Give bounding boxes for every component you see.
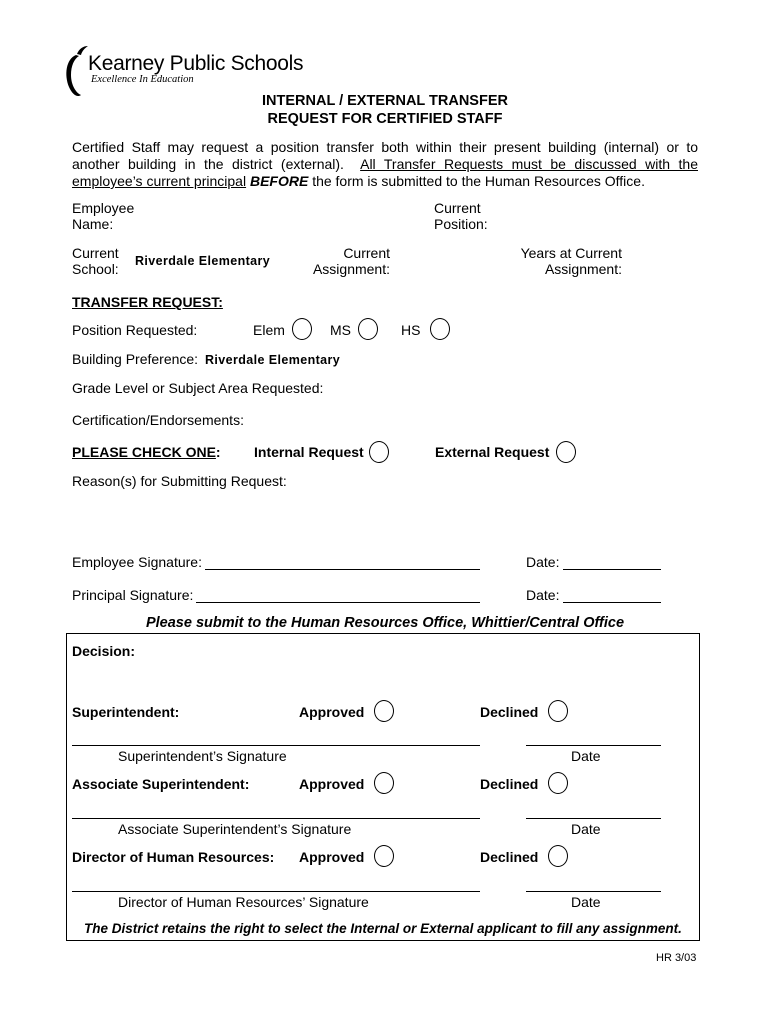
option-ms-label: MS [330,322,351,338]
associate-approved-radio[interactable] [374,772,394,794]
option-hs-radio[interactable] [430,318,450,340]
submit-note: Please submit to the Human Resources Office, Whittier/Central Office [145,615,625,631]
principal-date-line[interactable] [563,602,661,603]
associate-signature-line[interactable] [72,818,480,819]
grade-level-label: Grade Level or Subject Area Requested: [72,380,324,396]
logo-name: Kearney Public Schools [88,52,304,75]
current-position-label: Current Position: [434,200,488,232]
superintendent-date-caption: Date [571,748,601,764]
intro-paragraph [72,139,698,190]
district-disclaimer: The District retains the right to select the Internal or External applicant to fill any assignment. [84,921,682,936]
current-school-value[interactable]: Riverdale Elementary [135,254,271,268]
principal-date-label: Date: [526,587,560,603]
superintendent-signature-line[interactable] [72,745,480,746]
hr-director-signature-caption: Director of Human Resources’ Signature [118,894,369,910]
years-at-assignment-label: Years at Current Assignment: [520,245,622,277]
option-ms-radio[interactable] [358,318,378,340]
employee-date-line[interactable] [563,569,661,570]
decision-label: Decision: [72,643,136,659]
hr-director-approved-label: Approved [299,849,365,865]
principal-signature-label: Principal Signature: [72,587,194,603]
associate-superintendent-label: Associate Superintendent: [72,776,250,792]
superintendent-date-line[interactable] [526,745,661,746]
form-code: HR 3/03 [656,952,697,964]
building-preference-label: Building Preference: [72,351,199,367]
superintendent-approved-label: Approved [299,704,365,720]
option-elem-radio[interactable] [292,318,312,340]
associate-approved-label: Approved [299,776,365,792]
employee-signature-label: Employee Signature: [72,554,202,570]
external-request-radio[interactable] [556,441,576,463]
associate-date-caption: Date [571,821,601,837]
building-preference-value[interactable]: Riverdale Elementary [205,353,341,367]
internal-request-label: Internal Request [254,444,364,460]
hr-director-declined-radio[interactable] [548,845,568,867]
employee-name-label: Employee Name: [72,200,135,232]
form-title-line2: REQUEST FOR CERTIFIED STAFF [267,111,503,127]
hr-director-signature-line[interactable] [72,891,480,892]
current-assignment-label: Current Assignment: [312,245,390,277]
superintendent-label: Superintendent: [72,704,180,720]
superintendent-signature-caption: Superintendent’s Signature [118,748,287,764]
position-requested-label: Position Requested: [72,322,198,338]
associate-declined-label: Declined [480,776,539,792]
superintendent-approved-radio[interactable] [374,700,394,722]
option-elem-label: Elem [253,322,285,338]
transfer-request-heading: TRANSFER REQUEST: [72,294,223,310]
principal-signature-line[interactable] [196,602,480,603]
superintendent-declined-radio[interactable] [548,700,568,722]
hr-director-label: Director of Human Resources: [72,849,275,865]
hr-director-declined-label: Declined [480,849,539,865]
hr-director-date-line[interactable] [526,891,661,892]
reasons-label: Reason(s) for Submitting Request: [72,473,287,489]
associate-date-line[interactable] [526,818,661,819]
associate-signature-caption: Associate Superintendent’s Signature [118,821,352,837]
logo-tagline: Excellence In Education [91,74,194,85]
external-request-label: External Request [435,444,550,460]
employee-signature-line[interactable] [205,569,480,570]
internal-request-radio[interactable] [369,441,389,463]
form-title-line1: INTERNAL / EXTERNAL TRANSFER [262,93,508,109]
hr-director-date-caption: Date [571,894,601,910]
intro-text: Certified Staff may request a position transfer both within their present building (internal) or to another building in the district (external). [72,139,698,172]
intro-emphasis: BEFORE [249,173,309,189]
certification-label: Certification/Endorsements: [72,412,244,428]
associate-declined-radio[interactable] [548,772,568,794]
hr-director-approved-radio[interactable] [374,845,394,867]
check-one-heading: PLEASE CHECK ONE: [72,444,221,460]
employee-date-label: Date: [526,554,560,570]
option-hs-label: HS [401,322,421,338]
intro-end: the form is submitted to the Human Resources Office. [312,173,645,189]
current-school-label: Current School: [72,245,119,277]
superintendent-declined-label: Declined [480,704,539,720]
intro-underlined: All Transfer Requests must be discussed with the employee’s current principal [72,156,698,189]
